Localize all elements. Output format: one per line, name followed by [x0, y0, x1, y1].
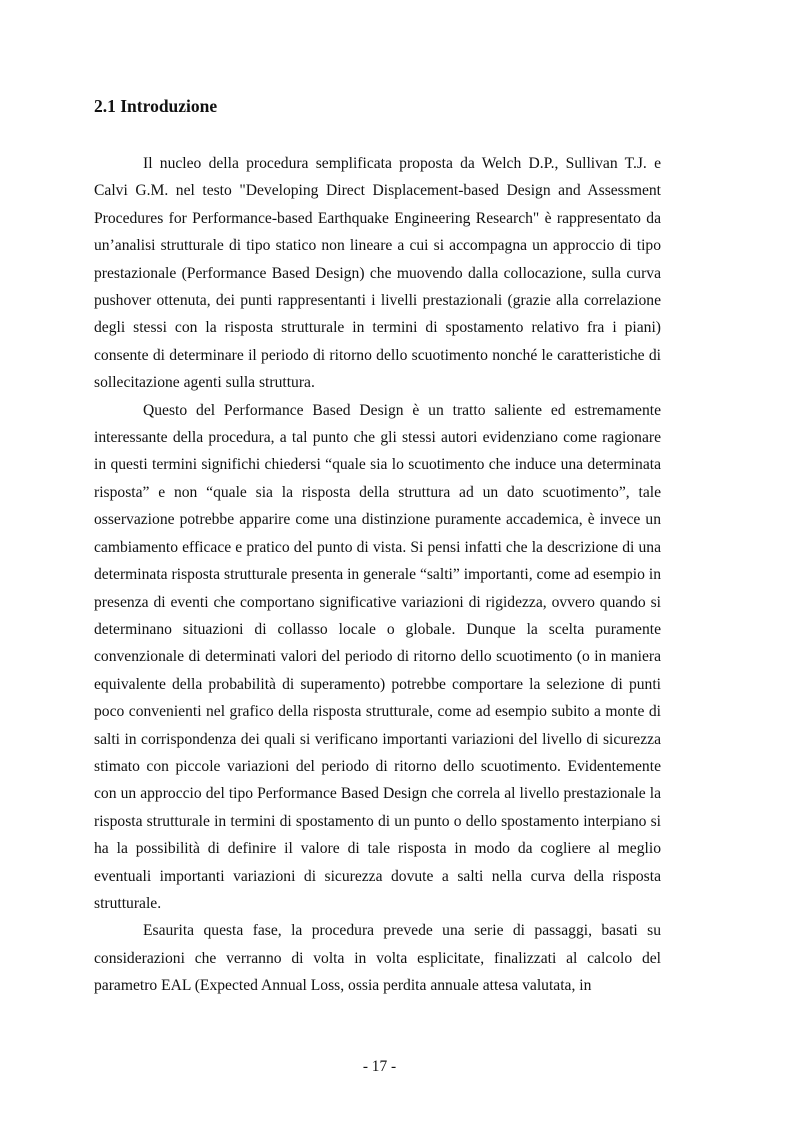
- paragraph-1: Il nucleo della procedura semplificata proposta da Welch D.P., Sullivan T.J. e Calvi G.M. nel testo "Developing Direct Displacement-based Design and Assessment Procedures for Performance-based Earthquake Engineering Research" è rappresentato da un’analisi strutturale di tipo statico non lineare a cui si accompagna un approccio di tipo prestazionale (Performance Based Design) che muovendo dalla collocazione, sulla curva pushover ottenuta, dei punti rappresentanti i livelli prestazionali (grazie alla correlazione degli stessi con la risposta strutturale in termini di spostamento relativo fra i piani) consente di determinare il periodo di ritorno dello scuotimento nonché le caratteristiche di sollecitazione agenti sulla struttura.: [94, 155, 661, 392]
- page-number: - 17 -: [362, 1058, 397, 1075]
- section-title: 2.1 Introduzione: [94, 96, 218, 116]
- paragraph-2: Questo del Performance Based Design è un tratto saliente ed estremamente interessante della procedura, a tal punto che gli stessi autori evidenziano come ragionare in questi termini significhi chiedersi “quale sia lo scuotimento che induce una determinata risposta” e non “quale sia la risposta della struttura ad un dato scuotimento”, tale osservazione potrebbe apparire come una distinzione puramente accademica, è invece un cambiamento efficace e pratico del punto di vista. Si pensi infatti che la descrizione di una determinata risposta strutturale presenta in generale “salti” importanti, come ad esempio in presenza di eventi che comportano significative variazioni di rigidezza, ovvero quando si determinano situazioni di collasso locale o globale. Dunque la scelta puramente convenzionale di determinati valori del periodo di ritorno dello scuotimento (o in maniera equivalente della probabilità di superamento) potrebbe comportare la selezione di punti poco convenienti nel grafico della risposta strutturale, come ad esempio subito a monte di salti in corrispondenza dei quali si verificano importanti variazioni del livello di sicurezza stimato con piccole variazioni del periodo di ritorno dello scuotimento. Evidentemente con un approccio del tipo Performance Based Design che correla al livello prestazionale la risposta strutturale in termini di spostamento di un punto o dello spostamento interpiano si ha la possibilità di definire il valore di tale risposta in modo da cogliere al meglio eventuali importanti variazioni di sicurezza dovute a salti nella curva della risposta strutturale.: [94, 401, 661, 912]
- paragraph-3: Esaurita questa fase, la procedura prevede una serie di passaggi, basati su considerazioni che verranno di volta in volta esplicitate, finalizzati al calcolo del parametro EAL (Expected Annual Loss, ossia perdita annuale attesa valutata, in: [94, 922, 661, 995]
- body-text: [94, 150, 661, 1000]
